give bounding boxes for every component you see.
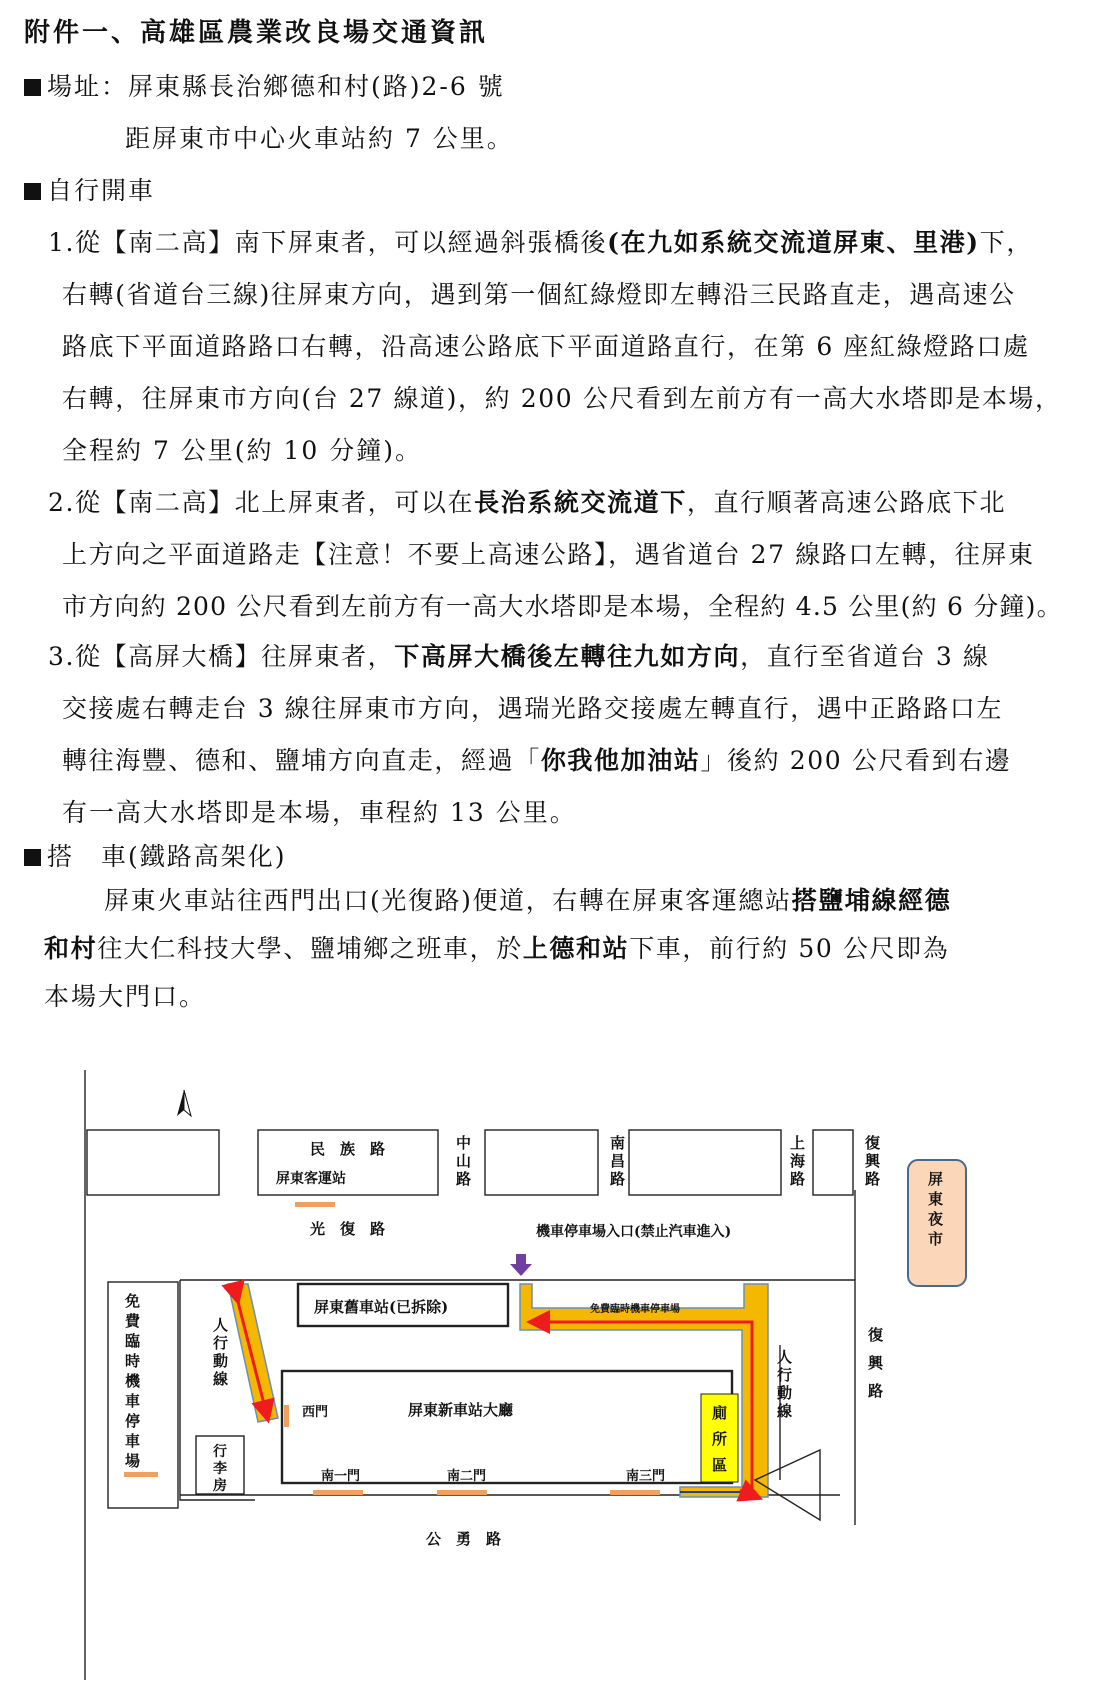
label-gongyong-road: 公 勇 路: [426, 1530, 502, 1548]
route-1-line-5: 全程約 7 公里(約 10 分鐘)。: [62, 436, 423, 465]
label-scooter-entrance: 機車停車場入口(禁止汽車進入): [536, 1224, 732, 1240]
route-1-line-2: 右轉(省道台三線)往屏東方向，遇到第一個紅綠燈即左轉沿三民路直走，遇高速公: [62, 280, 1016, 309]
block-1: [87, 1130, 219, 1195]
station-map: [80, 1134, 1080, 1680]
bullet-icon: [24, 849, 41, 866]
route-2-highlight: 長治系統交流道下: [474, 488, 687, 517]
label-new-station: 屏東新車站大廳: [408, 1401, 514, 1419]
label-nanchang-road: 南昌路: [610, 1134, 626, 1188]
bus-station-door: [295, 1202, 335, 1207]
address-line: 場址：屏東縣長治鄉德和村(路)2-6 號: [24, 70, 505, 104]
label-old-station: 屏東舊車站(已拆除): [314, 1298, 449, 1316]
route-2-line-2: 上方向之平面道路走【注意！不要上高速公路】，遇省道台 27 線路口左轉，往屏東: [62, 540, 1035, 569]
train-line-3: 本場大門口。: [44, 982, 207, 1011]
label-shanghai-road: 上海路: [790, 1134, 806, 1188]
label-guangfu-road: 光 復 路: [310, 1220, 386, 1238]
page-title: 附件一、高雄區農業改良場交通資訊: [24, 18, 489, 48]
bus-line-highlight: 搭鹽埔線經德: [791, 886, 952, 915]
train-line-1: 屏東火車站往西門出口(光復路)便道，右轉在屏東客運總站搭鹽埔線經德: [104, 886, 952, 915]
south-gate-2-door: [437, 1490, 487, 1495]
route-3-line-1: 3.從【高屏大橋】往屏東者，下高屏大橋後左轉往九如方向，直行至省道台 3 線: [48, 642, 990, 671]
route-2-line-1: 2.從【南二高】北上屏東者，可以在長治系統交流道下，直行順著高速公路底下北: [48, 488, 1007, 517]
north-arrow-icon: [177, 1090, 184, 1116]
label-toilet: 廁所區: [712, 1404, 728, 1474]
entrance-arrow-icon: [510, 1254, 532, 1276]
label-night-market: 屏東夜市: [928, 1170, 944, 1248]
distance-line: 距屏東市中心火車站約 7 公里。: [125, 124, 514, 153]
block-4: [813, 1130, 853, 1195]
pedestrian-path-left: [228, 1284, 278, 1422]
gas-station-name: 你我他加油站: [540, 746, 701, 775]
route-3-line-3: 轉往海豐、德和、鹽埔方向直走，經過「你我他加油站」後約 200 公尺看到右邊: [62, 746, 1012, 775]
new-station-block: [282, 1371, 732, 1483]
route-1-line-1: 1.從【南二高】南下屏東者，可以經過斜張橋後(在九如系統交流道屏東、里港)下，: [48, 228, 1033, 257]
label-fuxing-road-right: 復興路: [868, 1326, 884, 1400]
route-2-line-3: 市方向約 200 公尺看到左前方有一高大水塔即是本場，全程約 4.5 公里(約 6 分鐘)。: [62, 592, 1063, 621]
label-zhongshan-road: 中山路: [456, 1134, 472, 1188]
route-3-line-2: 交接處右轉走台 3 線往屏東市方向，遇瑞光路交接處左轉直行，遇中正路路口左: [62, 694, 1004, 723]
route-1-line-4: 右轉，往屏東市方向(台 27 線道)，約 200 公尺看到左前方有一高大水塔即是本場，: [62, 384, 1062, 413]
west-gate-door: [284, 1405, 289, 1427]
label-fuxing-road-top: 復興路: [865, 1134, 881, 1188]
label-south-gate-1: 南一門: [321, 1469, 361, 1484]
route-3-line-4: 有一高大水塔即是本場，車程約 13 公里。: [62, 798, 577, 827]
bullet-icon: [24, 183, 41, 200]
label-luggage: 行李房: [213, 1444, 227, 1494]
train-line-2: 和村往大仁科技大學、鹽埔鄉之班車，於上德和站下車，前行約 50 公尺即為: [44, 934, 950, 963]
route-1-line-3: 路底下平面道路路口右轉，沿高速公路底下平面道路直行，在第 6 座紅綠燈路口處: [62, 332, 1030, 361]
driving-heading: 自行開車: [24, 174, 155, 208]
label-south-gate-2: 南二門: [447, 1469, 487, 1484]
south-gate-1-door: [313, 1490, 363, 1495]
train-heading: 搭 車(鐵路高架化): [24, 840, 287, 874]
bus-stop-highlight: 上德和站: [522, 934, 630, 963]
label-minzu-road: 民 族 路: [310, 1140, 386, 1158]
block-2: [485, 1130, 598, 1195]
route-1-highlight: (在九如系統交流道屏東、里港): [607, 228, 980, 257]
south-gate-3-door: [610, 1490, 660, 1495]
label-south-gate-3: 南三門: [626, 1469, 666, 1484]
bullet-icon: [24, 79, 41, 96]
block-3: [629, 1130, 781, 1195]
label-pedestrian-left: 人行動線: [213, 1316, 229, 1388]
label-free-parking-left: 免費臨時機車停車場: [125, 1292, 141, 1470]
label-west-gate: 西門: [302, 1405, 329, 1420]
label-pedestrian-right: 人行動線: [777, 1348, 793, 1420]
parking-door: [124, 1472, 158, 1477]
route-3-highlight: 下高屏大橋後左轉往九如方向: [394, 642, 741, 671]
label-free-parking-top: 免費臨時機車停車場: [590, 1304, 680, 1315]
label-bus-station: 屏東客運站: [276, 1171, 346, 1187]
